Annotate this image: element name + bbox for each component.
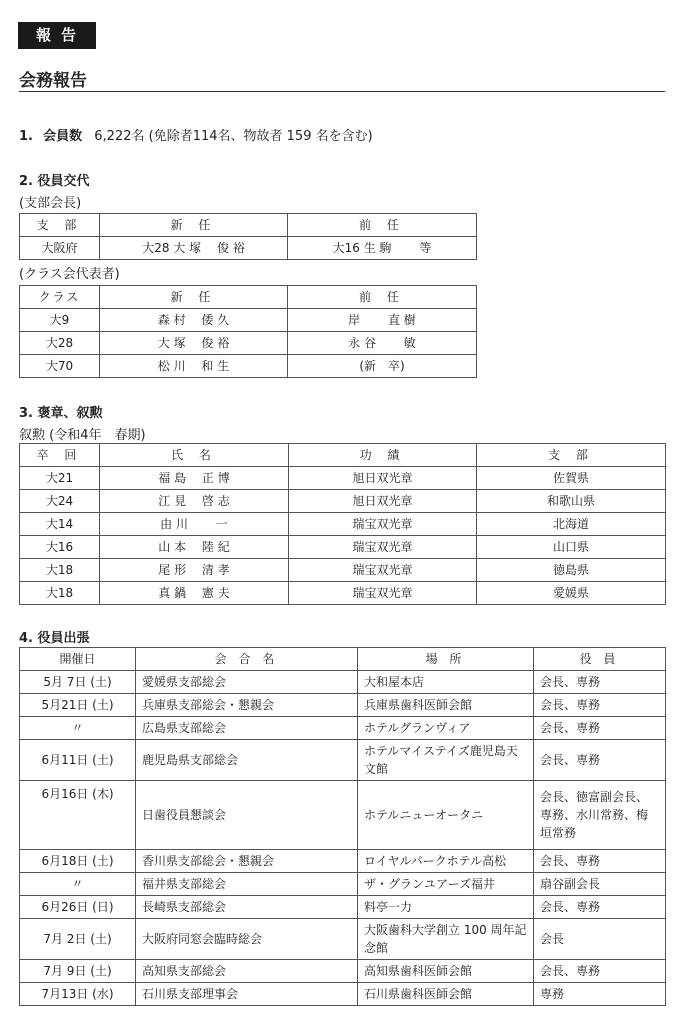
header-cell: クラス (20, 286, 100, 309)
table-row (20, 781, 666, 850)
table-cell: 会長、専務 (534, 671, 666, 694)
member-count-value: 6,222名 (免除者114名、物故者 159 名を含む) (94, 129, 373, 144)
table-cell: 山口県 (477, 536, 666, 559)
table-cell: 扇谷副会長 (534, 873, 666, 896)
table-cell: ホテルマイステイズ鹿児島天文館 (358, 740, 534, 781)
table-row (20, 536, 666, 559)
table-cell: 料亭一力 (358, 896, 534, 919)
table-cell: 由 川 一 (100, 513, 289, 536)
table-cell: 大24 (20, 490, 100, 513)
table-cell: ホテルニューオータニ (358, 781, 534, 850)
business-trip-table (19, 647, 666, 1006)
table-cell: ホテルグランヴィア (358, 717, 534, 740)
table-cell: 〃 (20, 873, 136, 896)
header-cell: 新 任 (100, 214, 288, 237)
table-cell: 6月16日 (木) (20, 781, 136, 850)
table-cell: 5月21日 (土) (20, 694, 136, 717)
header-cell: 支 部 (20, 214, 100, 237)
table-cell: 会長、徳富副会長、専務、水川常務、梅垣常務 (534, 781, 666, 850)
table-cell: 森 村 倭 久 (100, 309, 288, 332)
table-cell: 会長、専務 (534, 960, 666, 983)
table-cell: 瑞宝双光章 (289, 513, 477, 536)
table-row (20, 559, 666, 582)
table-cell: 大 塚 俊 裕 (100, 332, 288, 355)
table-row (20, 717, 666, 740)
table-cell: 高知県歯科医師会館 (358, 960, 534, 983)
table-header-row (20, 286, 477, 309)
table-cell: 大21 (20, 467, 100, 490)
table-row (20, 983, 666, 1006)
table-cell: 大阪歯科大学創立 100 周年記念館 (358, 919, 534, 960)
table-cell: 大28 (20, 332, 100, 355)
member-count-line (19, 125, 373, 144)
table-cell: 江 見 啓 志 (100, 490, 289, 513)
table-cell: 大18 (20, 582, 100, 605)
table-row (20, 513, 666, 536)
table-cell: 松 川 和 生 (100, 355, 288, 378)
table-cell: ザ・グランユアーズ福井 (358, 873, 534, 896)
table-cell: 広島県支部総会 (136, 717, 358, 740)
table-row (20, 582, 666, 605)
table-cell: 大阪府同窓会臨時総会 (136, 919, 358, 960)
header-cell: 前 任 (288, 286, 477, 309)
table-row (20, 919, 666, 960)
member-count-label: 会員数 (43, 129, 83, 144)
table-cell: 大28 大 塚 俊 裕 (100, 237, 288, 260)
table-cell: 大14 (20, 513, 100, 536)
table-cell: 会長、専務 (534, 850, 666, 873)
table-cell: 旭日双光章 (289, 490, 477, 513)
table-row (20, 960, 666, 983)
section1-number: 1. (19, 129, 33, 144)
table-cell: 5月 7日 (土) (20, 671, 136, 694)
table-cell: 7月 2日 (土) (20, 919, 136, 960)
table-cell: 瑞宝双光章 (289, 582, 477, 605)
report-badge: 報告 (18, 22, 96, 49)
table-cell: 瑞宝双光章 (289, 559, 477, 582)
table-cell: 北海道 (477, 513, 666, 536)
table-cell: 福井県支部総会 (136, 873, 358, 896)
header-cell: 功 績 (289, 444, 477, 467)
table-cell: 鹿児島県支部総会 (136, 740, 358, 781)
section2-heading: 2. 役員交代 (19, 174, 90, 189)
header-cell: 場 所 (358, 648, 534, 671)
branch-chair-table (19, 213, 477, 260)
table-cell: 愛媛県 (477, 582, 666, 605)
title-rule (19, 91, 665, 92)
header-cell: 開催日 (20, 648, 136, 671)
table-cell: 石川県支部理事会 (136, 983, 358, 1006)
table-cell: ロイヤルパークホテル高松 (358, 850, 534, 873)
table-cell: 山 本 陸 紀 (100, 536, 289, 559)
page-title: 会務報告 (19, 71, 87, 91)
table-row (20, 850, 666, 873)
table-cell: 日歯役員懇談会 (136, 781, 358, 850)
table-cell: 会長、専務 (534, 694, 666, 717)
table-cell: 6月11日 (土) (20, 740, 136, 781)
table-row (20, 694, 666, 717)
table-cell: 会長、専務 (534, 717, 666, 740)
table-cell: 和歌山県 (477, 490, 666, 513)
table-cell: 大16 生 駒 等 (288, 237, 477, 260)
decoration-subheading: 叙勲 (令和4年 春期) (19, 428, 146, 443)
table-cell: (新 卒) (288, 355, 477, 378)
table-header-row (20, 444, 666, 467)
table-cell: 岸 直 樹 (288, 309, 477, 332)
table-row (20, 467, 666, 490)
table-cell: 会長 (534, 919, 666, 960)
table-cell: 愛媛県支部総会 (136, 671, 358, 694)
header-cell: 支 部 (477, 444, 666, 467)
table-cell: 大阪府 (20, 237, 100, 260)
table-row (20, 490, 666, 513)
table-cell: 大和屋本店 (358, 671, 534, 694)
table-row (20, 355, 477, 378)
decoration-table (19, 443, 666, 605)
table-cell: 石川県歯科医師会館 (358, 983, 534, 1006)
table-cell: 〃 (20, 717, 136, 740)
table-row (20, 237, 477, 260)
table-cell: 6月18日 (土) (20, 850, 136, 873)
table-cell: 兵庫県歯科医師会館 (358, 694, 534, 717)
header-cell: 氏 名 (100, 444, 289, 467)
table-cell: 高知県支部総会 (136, 960, 358, 983)
table-cell: 会長、専務 (534, 740, 666, 781)
table-cell: 7月 9日 (土) (20, 960, 136, 983)
header-cell: 卒 回 (20, 444, 100, 467)
table-cell: 瑞宝双光章 (289, 536, 477, 559)
table-cell: 旭日双光章 (289, 467, 477, 490)
table-cell: 香川県支部総会・懇親会 (136, 850, 358, 873)
table-cell: 大70 (20, 355, 100, 378)
table-row (20, 740, 666, 781)
section4-heading: 4. 役員出張 (19, 631, 90, 646)
header-cell: 会 合 名 (136, 648, 358, 671)
table-cell: 兵庫県支部総会・懇親会 (136, 694, 358, 717)
table-cell: 専務 (534, 983, 666, 1006)
branch-chair-subheading: (支部会長) (19, 196, 82, 211)
table-cell: 会長、専務 (534, 896, 666, 919)
header-cell: 前 任 (288, 214, 477, 237)
table-cell: 7月13日 (水) (20, 983, 136, 1006)
table-cell: 大16 (20, 536, 100, 559)
table-header-row (20, 214, 477, 237)
header-cell: 役 員 (534, 648, 666, 671)
table-row (20, 309, 477, 332)
table-cell: 大18 (20, 559, 100, 582)
table-cell: 徳島県 (477, 559, 666, 582)
table-cell: 真 鍋 憲 夫 (100, 582, 289, 605)
table-row (20, 873, 666, 896)
table-cell: 大9 (20, 309, 100, 332)
table-row (20, 332, 477, 355)
header-cell: 新 任 (100, 286, 288, 309)
table-cell: 6月26日 (日) (20, 896, 136, 919)
class-rep-table (19, 285, 477, 378)
table-cell: 尾 形 清 孝 (100, 559, 289, 582)
table-header-row (20, 648, 666, 671)
table-row (20, 896, 666, 919)
class-rep-subheading: (クラス会代表者) (19, 267, 120, 282)
section3-heading: 3. 褒章、叙勲 (19, 406, 103, 421)
table-row (20, 671, 666, 694)
table-cell: 福 島 正 博 (100, 467, 289, 490)
table-cell: 佐賀県 (477, 467, 666, 490)
table-cell: 長崎県支部総会 (136, 896, 358, 919)
table-cell: 永 谷 敏 (288, 332, 477, 355)
